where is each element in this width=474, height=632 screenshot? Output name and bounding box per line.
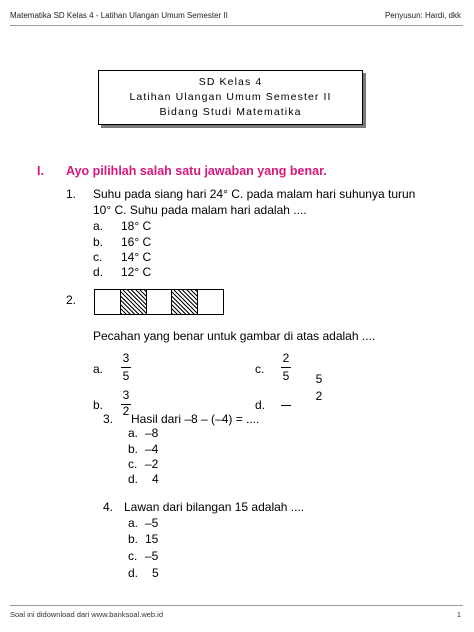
- title-line-2: Latihan Ulangan Umum Semester II: [129, 91, 332, 103]
- q4-option-c-letter: c.: [128, 549, 138, 563]
- q2-option-a-letter: a.: [93, 362, 104, 376]
- question-2-number: 2.: [66, 293, 77, 307]
- section-title: Ayo pilihlah salah satu jawaban yang benar.: [66, 164, 327, 178]
- q4-option-b-letter: b.: [128, 532, 139, 546]
- q3-option-c-text: –2: [145, 457, 159, 471]
- strip-cell-shaded: [121, 290, 147, 314]
- q2-option-c-letter: c.: [255, 362, 265, 376]
- question-3-number: 3.: [103, 412, 114, 426]
- q3-option-a-letter: a.: [128, 426, 139, 440]
- q3-option-a-text: –8: [145, 426, 159, 440]
- q1-option-a-text: 18° C: [121, 219, 152, 233]
- q1-option-b-letter: b.: [93, 235, 104, 249]
- strip-cell-empty: [198, 290, 223, 314]
- footer-divider: [10, 605, 463, 606]
- question-2-prompt: Pecahan yang benar untuk gambar di atas adalah ....: [93, 329, 376, 343]
- title-line-3: Bidang Studi Matematika: [159, 106, 302, 118]
- q2-option-a-numerator: 3: [122, 351, 130, 365]
- q2-option-b-numerator: 3: [122, 388, 130, 402]
- question-1-number: 1.: [66, 187, 77, 201]
- q1-option-c-letter: c.: [93, 250, 103, 264]
- q1-option-d-letter: d.: [93, 265, 104, 279]
- q2-option-b-denominator: 2: [122, 404, 130, 418]
- q1-option-d-text: 12° C: [121, 265, 152, 279]
- q3-option-c-letter: c.: [128, 457, 138, 471]
- fraction-strip-figure: [94, 289, 224, 315]
- title-box: [98, 70, 363, 125]
- q2-option-d-numerator: 5: [315, 372, 323, 386]
- question-4-text: Lawan dari bilangan 15 adalah ....: [124, 500, 305, 514]
- q2-option-c-denominator: 5: [282, 369, 290, 383]
- q3-option-d-text: 4: [152, 472, 159, 486]
- footer-source: Soal ini didownload dari www.banksoal.web.id: [10, 610, 164, 619]
- question-1-line-1: Suhu pada siang hari 24° C. pada malam hari suhunya turun: [93, 187, 416, 201]
- strip-cell-shaded: [172, 290, 198, 314]
- q4-option-d-letter: d.: [128, 566, 139, 580]
- q4-option-c-text: –5: [145, 549, 159, 563]
- strip-cell-empty: [95, 290, 121, 314]
- q2-option-b-letter: b.: [93, 398, 104, 412]
- q1-option-b-text: 16° C: [121, 235, 152, 249]
- q4-option-a-letter: a.: [128, 516, 139, 530]
- question-1-line-2: 10° C. Suhu pada malam hari adalah ....: [93, 203, 307, 217]
- q3-option-b-text: –4: [145, 442, 159, 456]
- question-3-text: Hasil dari –8 – (–4) = ....: [131, 412, 260, 426]
- q3-option-d-letter: d.: [128, 472, 139, 486]
- page-header-title: Matematika SD Kelas 4 - Latihan Ulangan Umum Semester II: [10, 11, 228, 20]
- section-number: I.: [37, 164, 44, 178]
- title-line-1: SD Kelas 4: [198, 76, 263, 88]
- page-number: 1: [456, 610, 461, 619]
- q2-option-d-denominator: 2: [315, 389, 323, 403]
- q4-option-a-text: –5: [145, 516, 159, 530]
- q4-option-b-text: 15: [145, 532, 159, 546]
- q2-option-c-numerator: 2: [282, 351, 290, 365]
- question-4-number: 4.: [103, 500, 114, 514]
- page-header-author: Penyusun: Hardi, dkk: [384, 11, 461, 20]
- q1-option-a-letter: a.: [93, 219, 104, 233]
- q2-option-a-fraction-bar: [121, 367, 131, 368]
- q4-option-d-text: 5: [152, 566, 159, 580]
- q2-option-d-letter: d.: [255, 398, 266, 412]
- q1-option-c-text: 14° C: [121, 250, 152, 264]
- q2-option-a-denominator: 5: [122, 369, 130, 383]
- q2-option-c-fraction-bar: [281, 367, 291, 368]
- q3-option-b-letter: b.: [128, 442, 139, 456]
- header-divider: [10, 25, 463, 26]
- strip-cell-empty: [147, 290, 173, 314]
- q2-option-d-fraction-bar: [281, 405, 291, 406]
